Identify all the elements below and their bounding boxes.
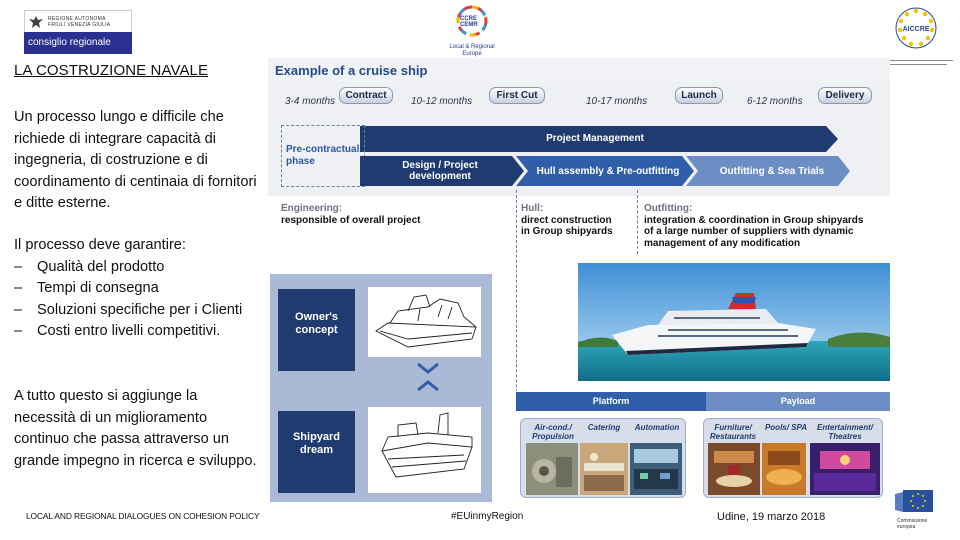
consiglio-region-text: REGIONE AUTONOMA FRIULI VENEZIA GIULIA xyxy=(48,15,111,28)
owners-concept-box xyxy=(278,289,355,371)
figure-title: Example of a cruise ship xyxy=(275,63,428,78)
payload-item-label: Entertainment/ Theatres xyxy=(816,423,873,441)
payload-item-label: Furniture/ Restaurants xyxy=(709,423,757,441)
svg-text:AICCRE: AICCRE xyxy=(902,26,930,33)
consiglio-label: consiglio regionale xyxy=(24,32,132,54)
list-item: – Qualità del prodotto xyxy=(14,257,262,279)
engineering-text: responsible of overall project xyxy=(281,214,421,226)
closing-paragraph: A tutto questo si aggiunge la necessità di un miglioramento continuo che passa attraverso un grande impegno in ricerca e sviluppo. xyxy=(14,388,257,469)
owner-ship-sketch xyxy=(368,287,481,357)
phase-hull-label: Hull assembly & Pre-outfitting xyxy=(536,166,680,177)
bridge-photo xyxy=(630,443,682,495)
milestone-first-cut: First Cut xyxy=(489,87,545,104)
duration-label: 3-4 months xyxy=(285,96,336,107)
payload-item-label: Pools/ SPA xyxy=(764,423,808,432)
aiccre-fine-print xyxy=(879,58,953,68)
ccre-text: CCRE CEMR xyxy=(460,16,478,28)
engine-room-photo xyxy=(526,443,578,495)
milestone-contract: Contract xyxy=(339,87,393,104)
cruise-ship-photo xyxy=(578,263,890,381)
footer-hashtag: #EUinmyRegion xyxy=(451,511,524,522)
european-commission-logo xyxy=(895,488,959,536)
ccre-cemr-logo xyxy=(432,4,512,60)
pre-contractual-label: Pre-contractual phase xyxy=(286,144,360,167)
comparison-chevron-icon xyxy=(416,362,440,392)
milestone-delivery: Delivery xyxy=(818,87,872,104)
galley-photo xyxy=(580,443,628,495)
list-item: – Costi entro livelli competitivi. xyxy=(14,321,262,343)
slide-title: LA COSTRUZIONE NAVALE xyxy=(14,62,209,79)
hull-text: direct construction in Group shipyards xyxy=(521,214,613,238)
footer-date-place: Udine, 19 marzo 2018 xyxy=(717,511,826,523)
platform-item-label: Catering xyxy=(587,423,621,432)
restaurant-photo xyxy=(708,443,760,495)
outfitting-text: integration & coordination in Group shipyards of a large number of suppliers with dynamic management of any modification xyxy=(644,214,864,249)
ccre-subtitle: Local & Regional Europe xyxy=(449,44,495,57)
hull-description xyxy=(521,203,613,238)
requirements-block xyxy=(14,235,262,343)
milestone-launch: Launch xyxy=(675,87,723,104)
shipyard-dream-label: Shipyard dream xyxy=(292,431,341,456)
divider-line xyxy=(637,190,638,254)
footer-event-title: LOCAL AND REGIONAL DIALOGUES ON COHESION POLICY xyxy=(26,511,260,521)
duration-label: 6-12 months xyxy=(747,96,803,107)
engineering-description xyxy=(281,203,420,226)
phase-design-label: Design / Project development xyxy=(402,160,478,182)
engineering-heading: Engineering: xyxy=(281,203,343,214)
spa-photo xyxy=(762,443,806,495)
eu-flag-icon xyxy=(895,488,935,516)
theatre-photo xyxy=(810,443,880,495)
outfitting-description xyxy=(644,203,863,249)
requirements-list xyxy=(14,257,262,343)
project-management-label: Project Management xyxy=(546,133,644,144)
aiccre-seal-icon xyxy=(893,6,939,50)
payload-tab: Payload xyxy=(706,392,890,411)
aiccre-logo xyxy=(874,6,958,66)
shipyard-ship-sketch xyxy=(368,407,481,493)
platform-tab: Platform xyxy=(516,392,706,411)
consiglio-regionale-logo xyxy=(24,10,132,54)
phase-outfitting-label: Outfitting & Sea Trials xyxy=(719,166,825,177)
platform-item-label: Air-cond./ Propulsion xyxy=(532,423,574,441)
intro-paragraph: Un processo lungo e difficile che richiede di integrare capacità di ingegneria, di costruzione e di coordinamento di centinaia di fornitori e ditte esterne. xyxy=(14,109,257,212)
owners-concept-label: Owner's concept xyxy=(295,311,338,336)
platform-item-label: Automation xyxy=(634,423,680,432)
duration-label: 10-17 months xyxy=(586,96,648,107)
hull-heading: Hull: xyxy=(521,203,544,214)
list-item: – Soluzioni specifiche per i Clienti xyxy=(14,300,262,322)
eu-commission-text: Commissione europea xyxy=(897,518,928,530)
outfitting-heading: Outfitting: xyxy=(644,203,693,214)
list-item: – Tempi di consegna xyxy=(14,278,262,300)
duration-label: 10-12 months xyxy=(411,96,473,107)
eagle-icon xyxy=(28,14,44,30)
requirements-intro: Il processo deve garantire: xyxy=(14,237,186,253)
shipyard-dream-box xyxy=(278,411,355,493)
